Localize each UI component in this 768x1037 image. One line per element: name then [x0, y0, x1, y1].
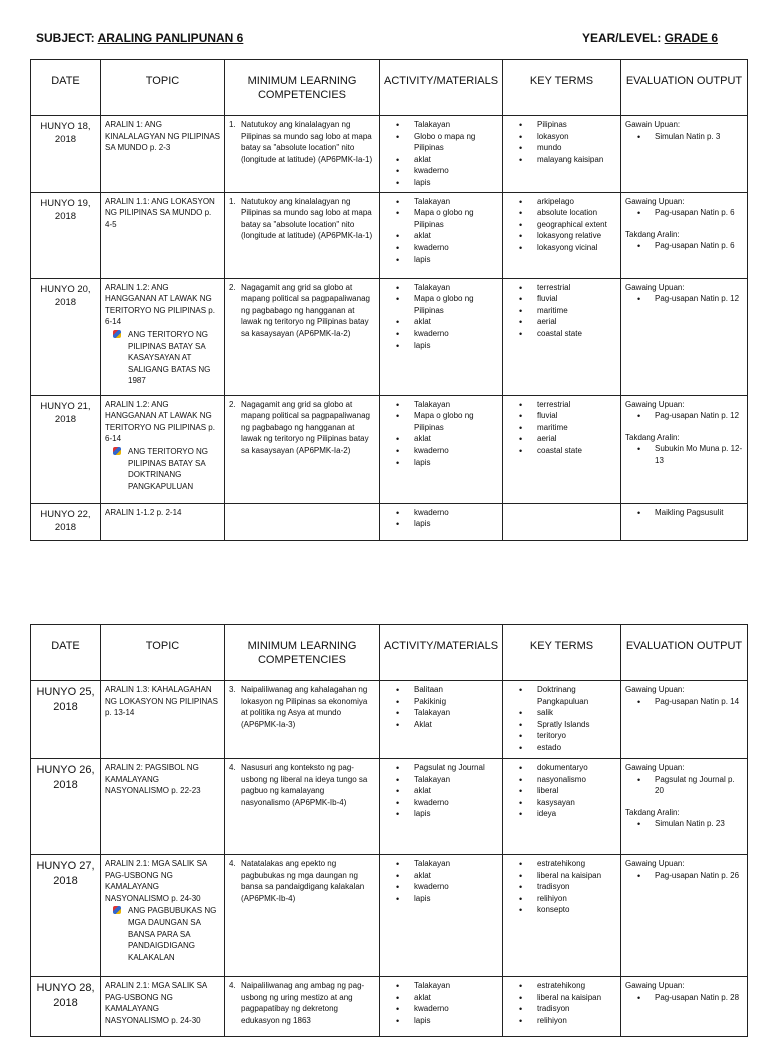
- windows-flag-bullet-icon: [113, 906, 121, 914]
- key-terms-cell: [503, 503, 621, 540]
- evaluation-label: Gawaing Upuan:: [625, 981, 685, 990]
- lesson-row: [31, 395, 748, 503]
- activity-item: • Talakayan: [414, 399, 498, 411]
- competency: [229, 684, 375, 730]
- subject-header: [36, 31, 243, 45]
- key-term-item: • lokasyong relative: [537, 230, 616, 242]
- subject-label: SUBJECT:: [36, 31, 95, 45]
- activity-item: • aklat: [414, 316, 498, 328]
- key-term-item: • lokasyon: [537, 131, 616, 143]
- key-term-item: • salik: [537, 707, 616, 719]
- year-value: GRADE 6: [664, 31, 718, 45]
- date-cell: HUNYO 26, 2018: [31, 759, 101, 855]
- key-term-item: • aerial: [537, 433, 616, 445]
- topic-cell: [101, 759, 225, 855]
- activity-item-list: [384, 196, 498, 266]
- key-term-item: • nasyonalismo: [537, 774, 616, 786]
- evaluation-item-list: [625, 992, 743, 1004]
- activity-item: • kwaderno: [414, 445, 498, 457]
- key-terms-cell: [503, 395, 621, 503]
- key-terms-header: KEY TERMS: [503, 625, 621, 681]
- evaluation-cell: [621, 681, 748, 759]
- activity-item: • Pagsulat ng Journal: [414, 762, 498, 774]
- evaluation-item-list: [625, 870, 743, 882]
- activity-item: • kwaderno: [414, 242, 498, 254]
- evaluation-label: Gawaing Upuan:: [625, 196, 685, 206]
- activity-item: • lapis: [414, 254, 498, 266]
- activity-item: • kwaderno: [414, 507, 498, 519]
- evaluation-cell: [621, 192, 748, 278]
- date-header: DATE: [31, 60, 101, 116]
- topic-cell: [101, 278, 225, 395]
- evaluation-item-list: [625, 696, 743, 708]
- key-term-item-list: [507, 762, 616, 820]
- key-term-item: • liberal na kaisipan: [537, 870, 616, 882]
- date-header: DATE: [31, 625, 101, 681]
- date-cell: HUNYO 27, 2018: [31, 855, 101, 977]
- competency-text: Natutukoy ang kinalalagyan ng Pilipinas sa mundo sag lobo at mapa batay sa "absolute location" nito (longitude at latitude) (AP6PMK-Ia-1): [241, 120, 373, 164]
- sub-topic: [113, 446, 220, 492]
- key-term-item-list: [507, 980, 616, 1026]
- topic-header: TOPIC: [101, 625, 225, 681]
- competencies-header: MINIMUM LEARNING COMPETENCIES: [225, 625, 380, 681]
- activities-cell: [380, 759, 503, 855]
- activity-item-list: [384, 119, 498, 189]
- evaluation-label: Gawaing Upuan:: [625, 685, 685, 694]
- activity-item-list: [384, 858, 498, 904]
- competency-number: 2.: [229, 399, 236, 409]
- evaluation-cell: [621, 278, 748, 395]
- activity-item: • lapis: [414, 340, 498, 352]
- competency-cell: [225, 759, 380, 855]
- activity-item: • Talakayan: [414, 282, 498, 294]
- lesson-row: [31, 278, 748, 395]
- competency-text: Natutukoy ang kinalalagyan ng Pilipinas sa mundo sag lobo at mapa batay sa "absolute location" nito (longitude at latitude) (AP6PMK-Ia-1): [241, 196, 373, 241]
- activity-item: • lapis: [414, 1015, 498, 1027]
- lesson-row: [31, 759, 748, 855]
- sub-topic-text: ANG PAGBUBUKAS NG MGA DAUNGAN SA BANSA PARA SA PANDAIGDIGANG KALAKALAN: [128, 906, 217, 962]
- activities-cell: [380, 681, 503, 759]
- lesson-row: [31, 116, 748, 193]
- evaluation-item: • Pag-usapan Natin p. 6: [655, 207, 743, 219]
- lesson-row: [31, 503, 748, 540]
- key-terms-cell: [503, 759, 621, 855]
- topic-text: ARALIN 1.2: ANG HANGGANAN AT LAWAK NG TERITORYO NG PILIPINAS p. 6-14: [105, 399, 215, 444]
- evaluation-item-list: [625, 131, 743, 143]
- evaluation-item: • Simulan Natin p. 23: [655, 818, 743, 830]
- key-terms-cell: [503, 977, 621, 1037]
- activity-item-list: [384, 282, 498, 352]
- activities-header: ACTIVITY/MATERIALS: [380, 60, 503, 116]
- evaluation-item: • Pag-usapan Natin p. 12: [655, 410, 743, 422]
- activity-item: • lapis: [414, 808, 498, 820]
- activity-item: • lapis: [414, 457, 498, 469]
- activity-item: • Talakayan: [414, 980, 498, 992]
- key-term-item: • terrestrial: [537, 399, 616, 411]
- lesson-row: [31, 977, 748, 1037]
- competency-text: Naipaliliwanag ang ambag ng pag-usbong ng uring mestizo at ang pagpapatibay ng dekretong edukasyon ng 1863: [241, 981, 365, 1025]
- activity-item: • Pakikinig: [414, 696, 498, 708]
- key-term-item: • maritime: [537, 305, 616, 317]
- topic-cell: [101, 192, 225, 278]
- activity-item-list: [384, 399, 498, 469]
- evaluation-cell: [621, 977, 748, 1037]
- evaluation-item-list: [625, 240, 743, 252]
- date-cell: HUNYO 19, 2018: [31, 192, 101, 278]
- evaluation-item-list: [625, 410, 743, 422]
- competency: [229, 980, 375, 1026]
- evaluation-label: Gawaing Upuan:: [625, 859, 685, 868]
- evaluation-item: • Pag-usapan Natin p. 26: [655, 870, 743, 882]
- evaluation-label: Gawaing Upuan:: [625, 763, 685, 772]
- competency-cell: [225, 855, 380, 977]
- key-term-item: • relihiyon: [537, 893, 616, 905]
- competency-text: Nagagamit ang grid sa globo at mapang political sa pagpapaliwanag ng pagbabago ng hangganan at lawak ng teritoryo ng Pilipinas batay sa kasaysayan (AP6PMK-Ia-2): [241, 282, 370, 338]
- lesson-row: [31, 681, 748, 759]
- competency-number: 1.: [229, 196, 236, 206]
- lesson-plan-table-2: [30, 624, 748, 1037]
- key-term-item: • kasysayan: [537, 797, 616, 809]
- activity-item: • aklat: [414, 433, 498, 445]
- evaluation-header: EVALUATION OUTPUT: [621, 60, 748, 116]
- evaluation-cell: [621, 855, 748, 977]
- activity-item: • aklat: [414, 230, 498, 242]
- evaluation-cell: [621, 759, 748, 855]
- activity-item-list: [384, 762, 498, 820]
- evaluation-item-list: [625, 507, 743, 519]
- competency-cell: [225, 278, 380, 395]
- key-term-item: • estratehikong: [537, 858, 616, 870]
- activity-item: • Globo o mapa ng Pilipinas: [414, 131, 498, 154]
- activity-item: • kwaderno: [414, 881, 498, 893]
- activities-cell: [380, 855, 503, 977]
- topic-cell: [101, 977, 225, 1037]
- evaluation-item: • Pagsulat ng Journal p. 20: [655, 774, 743, 797]
- activity-item: • aklat: [414, 870, 498, 882]
- activity-item: • lapis: [414, 893, 498, 905]
- evaluation-item-list: [625, 207, 743, 219]
- key-term-item: • tradisyon: [537, 1003, 616, 1015]
- competency-text: Natatalakas ang epekto ng pagbubukas ng mga daungan ng bansa sa pandaigdigang kalakalan (AP6PMK-Ib-4): [241, 859, 365, 903]
- activity-item: • Talakayan: [414, 774, 498, 786]
- competency-text: Nasusuri ang konteksto ng pag-usbong ng liberal na ideya tungo sa pagbuo ng kamalayang nasyonalismo (AP6PMK-Ib-4): [241, 763, 368, 807]
- activity-item: • Aklat: [414, 719, 498, 731]
- key-term-item: • coastal state: [537, 328, 616, 340]
- sub-topic: [113, 905, 220, 963]
- year-label: YEAR/LEVEL:: [581, 31, 662, 45]
- evaluation-item: • Maikling Pagsusulit: [655, 507, 743, 519]
- competency-number: 4.: [229, 859, 236, 868]
- table-body: [31, 116, 748, 541]
- topic-cell: [101, 855, 225, 977]
- key-term-item-list: [507, 196, 616, 254]
- activity-item-list: [384, 980, 498, 1026]
- activity-item: • aklat: [414, 992, 498, 1004]
- topic-cell: [101, 395, 225, 503]
- key-term-item-list: [507, 684, 616, 754]
- evaluation-label: Gawaing Upuan:: [625, 399, 685, 409]
- activity-item: • lapis: [414, 177, 498, 189]
- activity-item: • aklat: [414, 785, 498, 797]
- evaluation-spacer: [625, 219, 743, 229]
- activity-item: • Mapa o globo ng Pilipinas: [414, 410, 498, 433]
- activities-cell: [380, 977, 503, 1037]
- key-term-item: • geographical extent: [537, 219, 616, 231]
- competency-number: 4.: [229, 763, 236, 772]
- competency-cell: [225, 681, 380, 759]
- evaluation-spacer: [625, 422, 743, 432]
- evaluation-item: • Subukin Mo Muna p. 12-13: [655, 443, 743, 466]
- activity-item: • Talakayan: [414, 119, 498, 131]
- key-term-item: • maritime: [537, 422, 616, 434]
- competency: [229, 858, 375, 904]
- topic-cell: [101, 116, 225, 193]
- competency-cell: [225, 503, 380, 540]
- activity-item-list: [384, 507, 498, 530]
- topic-text: ARALIN 1: ANG KINALALAGYAN NG PILIPINAS SA MUNDO p. 2-3: [105, 120, 221, 153]
- activity-item-list: [384, 684, 498, 730]
- topic-text: ARALIN 1-1.2 p. 2-14: [105, 507, 182, 517]
- key-terms-cell: [503, 192, 621, 278]
- key-term-item: • estratehikong: [537, 980, 616, 992]
- activity-item: • lapis: [414, 518, 498, 530]
- table-body: [31, 681, 748, 1037]
- sub-topic-text: ANG TERITORYO NG PILIPINAS BATAY SA KASAYSAYAN AT SALIGANG BATAS NG 1987: [128, 329, 211, 386]
- lesson-plan-table-1: [30, 59, 748, 541]
- key-terms-cell: [503, 278, 621, 395]
- key-term-item: • absolute location: [537, 207, 616, 219]
- key-term-item: • ideya: [537, 808, 616, 820]
- evaluation-item: • Pag-usapan Natin p. 6: [655, 240, 743, 252]
- competency-cell: [225, 977, 380, 1037]
- activity-item: • kwaderno: [414, 165, 498, 177]
- activity-item: • kwaderno: [414, 328, 498, 340]
- key-terms-cell: [503, 681, 621, 759]
- key-term-item: • tradisyon: [537, 881, 616, 893]
- key-term-item: • estado: [537, 742, 616, 754]
- key-term-item: • Pilipinas: [537, 119, 616, 131]
- subject-value: ARALING PANLIPUNAN 6: [97, 31, 244, 45]
- competency-text: Naipaliliwanag ang kahalagahan ng lokasyon ng Pilipinas sa ekonomiya at politika ng Asya at mundo (AP6PMK-Ia-3): [241, 685, 368, 729]
- activities-cell: [380, 192, 503, 278]
- sub-topic-text: ANG TERITORYO NG PILIPINAS BATAY SA DOKTRINANG PANGKAPULUAN: [128, 446, 209, 491]
- activities-cell: [380, 503, 503, 540]
- key-term-item: • aerial: [537, 316, 616, 328]
- key-terms-cell: [503, 116, 621, 193]
- topic-text: ARALIN 2.1: MGA SALIK SA PAG-USBONG NG KAMALAYANG NASYONALISMO p. 24-30: [105, 981, 207, 1025]
- key-term-item: • konsepto: [537, 904, 616, 916]
- evaluation-item-list: [625, 774, 743, 797]
- evaluation-item: • Simulan Natin p. 3: [655, 131, 743, 143]
- activity-item: • kwaderno: [414, 797, 498, 809]
- evaluation-item: • Pag-usapan Natin p. 28: [655, 992, 743, 1004]
- header-row: [31, 60, 748, 116]
- date-cell: HUNYO 20, 2018: [31, 278, 101, 395]
- evaluation-item-list: [625, 443, 743, 466]
- key-term-item: • lokasyong vicinal: [537, 242, 616, 254]
- key-terms-header: KEY TERMS: [503, 60, 621, 116]
- evaluation-item: • Pag-usapan Natin p. 12: [655, 293, 743, 305]
- key-term-item: • terrestrial: [537, 282, 616, 294]
- lesson-row: [31, 192, 748, 278]
- key-term-item-list: [507, 399, 616, 457]
- key-term-item-list: [507, 858, 616, 916]
- activities-header: ACTIVITY/MATERIALS: [380, 625, 503, 681]
- year-level-header: [582, 31, 718, 45]
- activity-item: • Balitaan: [414, 684, 498, 696]
- competency-number: 1.: [229, 120, 236, 129]
- evaluation-label: Gawaing Upuan:: [625, 282, 685, 292]
- key-term-item: • liberal na kaisipan: [537, 992, 616, 1004]
- key-term-item: • Spratly Islands: [537, 719, 616, 731]
- key-term-item: • dokumentaryo: [537, 762, 616, 774]
- activities-cell: [380, 116, 503, 193]
- key-term-item: • coastal state: [537, 445, 616, 457]
- evaluation-spacer: [625, 797, 743, 807]
- evaluation-header: EVALUATION OUTPUT: [621, 625, 748, 681]
- date-cell: HUNYO 18, 2018: [31, 116, 101, 193]
- activity-item: • aklat: [414, 154, 498, 166]
- activity-item: • Talakayan: [414, 707, 498, 719]
- sub-topic: [113, 329, 220, 387]
- evaluation-label: Gawain Upuan:: [625, 120, 681, 129]
- table-header: [31, 625, 748, 681]
- activity-item: • Talakayan: [414, 858, 498, 870]
- table-header: [31, 60, 748, 116]
- activities-cell: [380, 278, 503, 395]
- key-term-item: • Doktrinang Pangkapuluan: [537, 684, 616, 707]
- key-term-item: • relihiyon: [537, 1015, 616, 1027]
- key-term-item: • malayang kaisipan: [537, 154, 616, 166]
- activity-item: • Mapa o globo ng Pilipinas: [414, 207, 498, 230]
- competency-text: Nagagamit ang grid sa globo at mapang political sa pagpapaliwanag ng pagbabago ng hangganan at lawak ng teritoryo ng Pilipinas batay sa kasaysayan (AP6PMK-Ia-2): [241, 399, 370, 455]
- date-cell: HUNYO 22, 2018: [31, 503, 101, 540]
- topic-text: ARALIN 2.1: MGA SALIK SA PAG-USBONG NG KAMALAYANG NASYONALISMO p. 24-30: [105, 859, 207, 903]
- evaluation-label: Takdang Aralin:: [625, 432, 680, 442]
- competency: [229, 762, 375, 808]
- key-term-item: • mundo: [537, 142, 616, 154]
- evaluation-item: • Pag-usapan Natin p. 14: [655, 696, 743, 708]
- key-term-item: • teritoryo: [537, 730, 616, 742]
- topic-cell: [101, 503, 225, 540]
- topic-text: ARALIN 1.2: ANG HANGGANAN AT LAWAK NG TERITORYO NG PILIPINAS p. 6-14: [105, 282, 215, 327]
- key-term-item: • fluvial: [537, 293, 616, 305]
- evaluation-cell: [621, 395, 748, 503]
- topic-cell: [101, 681, 225, 759]
- evaluation-cell: [621, 503, 748, 540]
- evaluation-cell: [621, 116, 748, 193]
- competency: [229, 282, 375, 340]
- topic-text: ARALIN 2: PAGSIBOL NG KAMALAYANG NASYONALISMO p. 22-23: [105, 763, 201, 796]
- lesson-row: [31, 855, 748, 977]
- date-cell: HUNYO 28, 2018: [31, 977, 101, 1037]
- date-cell: HUNYO 25, 2018: [31, 681, 101, 759]
- evaluation-label: Takdang Aralin:: [625, 229, 680, 239]
- competency-cell: [225, 192, 380, 278]
- key-term-item: • fluvial: [537, 410, 616, 422]
- activities-cell: [380, 395, 503, 503]
- key-term-item-list: [507, 282, 616, 340]
- windows-flag-bullet-icon: [113, 447, 121, 455]
- windows-flag-bullet-icon: [113, 330, 121, 338]
- date-cell: HUNYO 21, 2018: [31, 395, 101, 503]
- header-row: [31, 625, 748, 681]
- topic-text: ARALIN 1.1: ANG LOKASYON NG PILIPINAS SA MUNDO p. 4-5: [105, 196, 215, 229]
- topic-text: ARALIN 1.3: KAHALAGAHAN NG LOKASYON NG PILIPINAS p. 13-14: [105, 685, 218, 718]
- evaluation-item-list: [625, 293, 743, 305]
- topic-header: TOPIC: [101, 60, 225, 116]
- key-term-item: • arkipelago: [537, 196, 616, 208]
- activity-item: • kwaderno: [414, 1003, 498, 1015]
- activity-item: • Talakayan: [414, 196, 498, 208]
- competency: [229, 119, 375, 165]
- competency-cell: [225, 395, 380, 503]
- competency-number: 3.: [229, 685, 236, 694]
- competency-number: 4.: [229, 981, 236, 990]
- activity-item: • Mapa o globo ng Pilipinas: [414, 293, 498, 316]
- key-term-item-list: [507, 119, 616, 165]
- competency: [229, 196, 375, 242]
- evaluation-label: Takdang Aralin:: [625, 807, 680, 817]
- competency: [229, 399, 375, 457]
- key-term-item: • liberal: [537, 785, 616, 797]
- competency-cell: [225, 116, 380, 193]
- competency-number: 2.: [229, 282, 236, 292]
- key-terms-cell: [503, 855, 621, 977]
- competencies-header: MINIMUM LEARNING COMPETENCIES: [225, 60, 380, 116]
- evaluation-item-list: [625, 818, 743, 830]
